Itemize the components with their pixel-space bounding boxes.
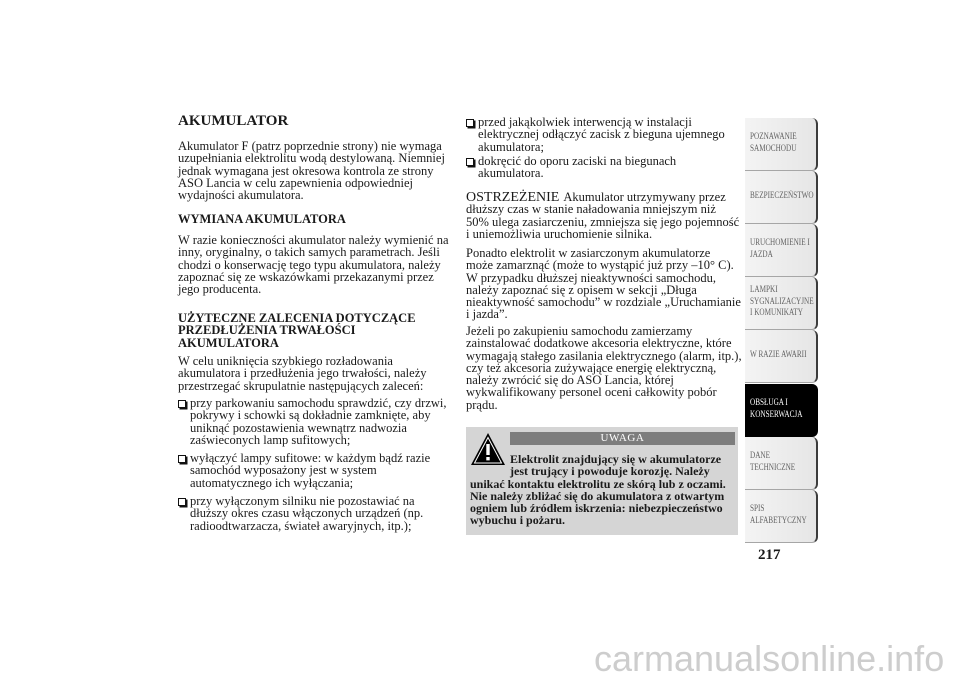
tab-label-line: JAZDA	[750, 248, 773, 259]
text-line: W celu uniknięcia szybkiego rozładowania	[178, 354, 393, 368]
caution-box	[466, 427, 738, 535]
tab-dane-techniczne[interactable]	[745, 437, 818, 490]
tab-label	[750, 503, 807, 526]
text-line: przed jakąkolwiek interwencją w instalacji	[478, 115, 692, 129]
square-bullet-icon	[466, 158, 474, 166]
text-line: elektrycznej odłączyć zacisk z bieguna ujemnego	[478, 127, 725, 142]
tab-label-line: POZNAWANIE	[750, 131, 797, 141]
text-line: W przypadku dłuższej nieaktywności samochodu,	[466, 270, 717, 285]
tip-item	[178, 397, 447, 446]
replacement-paragraph	[178, 234, 449, 295]
text-line: nieaktywność samochodu” w rozdziale „Uruchamianie	[466, 295, 741, 310]
text-line: inny, oryginalny, o takich samych parametrach. Jeśli	[178, 245, 440, 260]
text-line: ogniem lub źródłem iskrzenia: niebezpieczeństwo	[470, 501, 723, 516]
text-line: unikać kontaktu elektrolitu ze skórą lub z oczami.	[470, 476, 726, 491]
text-line: wymagają stałego zasilania elektrycznego (alarm, itp.),	[466, 348, 742, 363]
caution-text	[470, 453, 726, 527]
text-line: jego producenta.	[178, 282, 262, 297]
tab-label-line: KONSERWACJA	[750, 408, 803, 419]
text-line: może zamarznąć (może to wystąpić już przy –10° C).	[466, 258, 734, 273]
tip-text	[178, 495, 423, 532]
text-line: Elektrolit znajdujący się w akumulatorze	[510, 452, 722, 466]
tip-item	[466, 155, 676, 180]
text-line: przy parkowaniu samochodu sprawdzić, czy drzwi,	[190, 396, 447, 410]
tab-bezpieczenstwo[interactable]	[745, 171, 818, 224]
tip-text	[466, 155, 676, 180]
text-line: wyłączyć lampy sufitowe: w każdym bądź razie	[190, 451, 431, 465]
warning-note-paragraph	[466, 191, 739, 240]
tip-text	[178, 397, 447, 446]
watermark: carmanualsonline.info	[594, 638, 945, 679]
text-line: i uniemożliwia uruchomienie silnika.	[466, 226, 653, 241]
tab-label-line: SYGNALIZACYJNE	[750, 295, 814, 306]
tip-text	[178, 452, 430, 489]
text-line: akumulatora;	[478, 139, 544, 154]
section-title: AKUMULATOR	[178, 113, 289, 129]
text-line: dłuższy okres czasu włączonych urządzeń (np.	[190, 506, 424, 521]
text-line: zaświeconych lamp sufitowych;	[190, 432, 351, 447]
tab-spis-alfabetyczny[interactable]	[745, 490, 818, 543]
text-line: akumulatora.	[478, 166, 544, 181]
tab-label-line: URUCHOMIENIE I	[750, 237, 810, 247]
text-line: uzupełniania elektrolitu wodą destylowaną. Niemniej	[178, 151, 445, 166]
tab-label-line: BEZPIECZEŃSTWO	[750, 189, 814, 200]
text-line: dokręcić do oporu zaciski na biegunach	[478, 154, 677, 168]
text-line: należy zapoznać się z opisem w sekcji „Długa	[466, 282, 697, 297]
tip-item	[466, 116, 725, 153]
text-line: zainstalować dodatkowe akcesoria elektryczne, które	[466, 336, 732, 351]
tab-obsluga-i-konserwacja[interactable]	[745, 384, 818, 437]
text-line: uniknąć pozostawienia wewnątrz nadwozia	[190, 420, 407, 435]
tip-text	[466, 116, 725, 153]
text-line: jednak wymagana jest okresowa kontrola ze strony	[178, 163, 434, 178]
tab-label	[750, 237, 810, 260]
page-number: 217	[758, 547, 781, 563]
text-line: przestrzegać skrupulatnie następujących zaleceń:	[178, 378, 424, 393]
tab-label-line: DANE	[750, 450, 770, 460]
heading-line: UŻYTECZNE ZALECENIA DOTYCZĄCE	[178, 311, 416, 325]
accessories-paragraph	[466, 325, 742, 411]
square-bullet-icon	[466, 119, 474, 127]
square-bullet-icon	[178, 498, 186, 506]
text-line: wykwalifikowany personel oceni całkowity pobór	[466, 385, 717, 400]
text-line: Jeżeli po zakupieniu samochodu zamierzamy	[466, 324, 693, 338]
tip-item	[178, 495, 423, 532]
text-line: jest trujący i powoduje korozję. Należy	[510, 464, 710, 479]
text-line: wydajności akumulatora.	[178, 188, 304, 203]
tab-w-razie-awarii[interactable]	[745, 330, 818, 383]
text-line: czy też akcesoria zużywające energię elektryczną,	[466, 360, 717, 375]
text-line: Nie należy zbliżać się do akumulatora z otwartym	[470, 488, 725, 503]
text-line: ASO Lancia w celu zapewnienia odpowiedniej	[178, 175, 413, 190]
tab-label	[750, 450, 803, 473]
heading-line: PRZEDŁUŻENIA TRWAŁOŚCI	[178, 323, 356, 338]
tab-label	[750, 348, 807, 361]
heading-line: AKUMULATORA	[178, 335, 279, 350]
text-line: Ponadto elektrolit w zasiarczonym akumulatorze	[466, 246, 711, 260]
text-line: 50% ulega zasiarczeniu, zmniejsza się jego pojemność	[466, 214, 740, 229]
text-line: przy wyłączonym silniku nie pozostawiać na	[190, 494, 415, 508]
tab-label-line: ALFABETYCZNY	[750, 514, 807, 525]
text-line: pokrywy i schowki są dokładnie zamknięte, aby	[190, 408, 431, 423]
tab-label-line: OBSŁUGA I	[750, 397, 788, 407]
text-line: radioodtwarzacza, świateł awaryjnych, itp.);	[190, 518, 412, 533]
tips-intro-paragraph	[178, 355, 427, 392]
text-line: dłuższy czas w stanie naładowania mniejszym niż	[466, 202, 716, 217]
tab-label-line: W RAZIE AWARII	[750, 348, 807, 359]
square-bullet-icon	[178, 455, 186, 463]
left-column	[178, 0, 450, 679]
warning-note-label: OSTRZEŻENIE	[466, 190, 560, 205]
warning-note-text: Akumulator utrzymywany przez	[563, 190, 726, 204]
text-line: Akumulator F (patrz poprzednie strony) nie wymaga	[178, 139, 442, 153]
right-column	[466, 0, 741, 679]
intro-paragraph	[178, 140, 445, 201]
tab-label-line: SAMOCHODU	[750, 142, 797, 153]
text-line: chodzi o konserwację tego typu akumulatora, należy	[178, 257, 441, 272]
text-line: należy zwrócić się do ASO Lancia, której	[466, 373, 674, 388]
tab-uruchomienie-i-jazda[interactable]	[745, 224, 818, 277]
tab-label	[750, 131, 803, 154]
tab-label-line: SPIS	[750, 503, 765, 513]
warning-note-body	[466, 203, 739, 240]
tab-label	[750, 397, 803, 420]
tip-item	[178, 452, 430, 489]
tips-heading	[178, 312, 416, 349]
tab-label-line: TECHNICZNE	[750, 461, 796, 472]
caution-header: UWAGA	[510, 432, 735, 445]
replacement-heading: WYMIANA AKUMULATORA	[178, 212, 346, 226]
text-line: wybuchu i pożaru.	[470, 513, 566, 528]
text-line: samochód wyposażony jest w system	[190, 463, 377, 478]
chapter-tabs	[745, 118, 818, 543]
square-bullet-icon	[178, 400, 186, 408]
frost-paragraph	[466, 247, 741, 321]
text-line: prądu.	[466, 397, 498, 412]
tab-label	[750, 284, 814, 319]
text-line: akumulatora i przedłużenia jego trwałości, należy	[178, 366, 427, 381]
text-line: W razie konieczności akumulator należy wymienić na	[178, 233, 449, 247]
text-line: automatycznego ich wyłączania;	[190, 475, 354, 490]
tab-label-line: I KOMUNIKATY	[750, 307, 803, 318]
text-line: zapoznać się ze wskazówkami przekazanymi przez	[178, 269, 434, 284]
tab-label	[750, 189, 814, 202]
text-line: i jazda”.	[466, 307, 508, 322]
tab-poznawanie-samochodu[interactable]	[745, 118, 818, 171]
tab-label-line: LAMPKI	[750, 284, 778, 295]
tab-lampki-sygnalizacyjne[interactable]	[745, 277, 818, 330]
